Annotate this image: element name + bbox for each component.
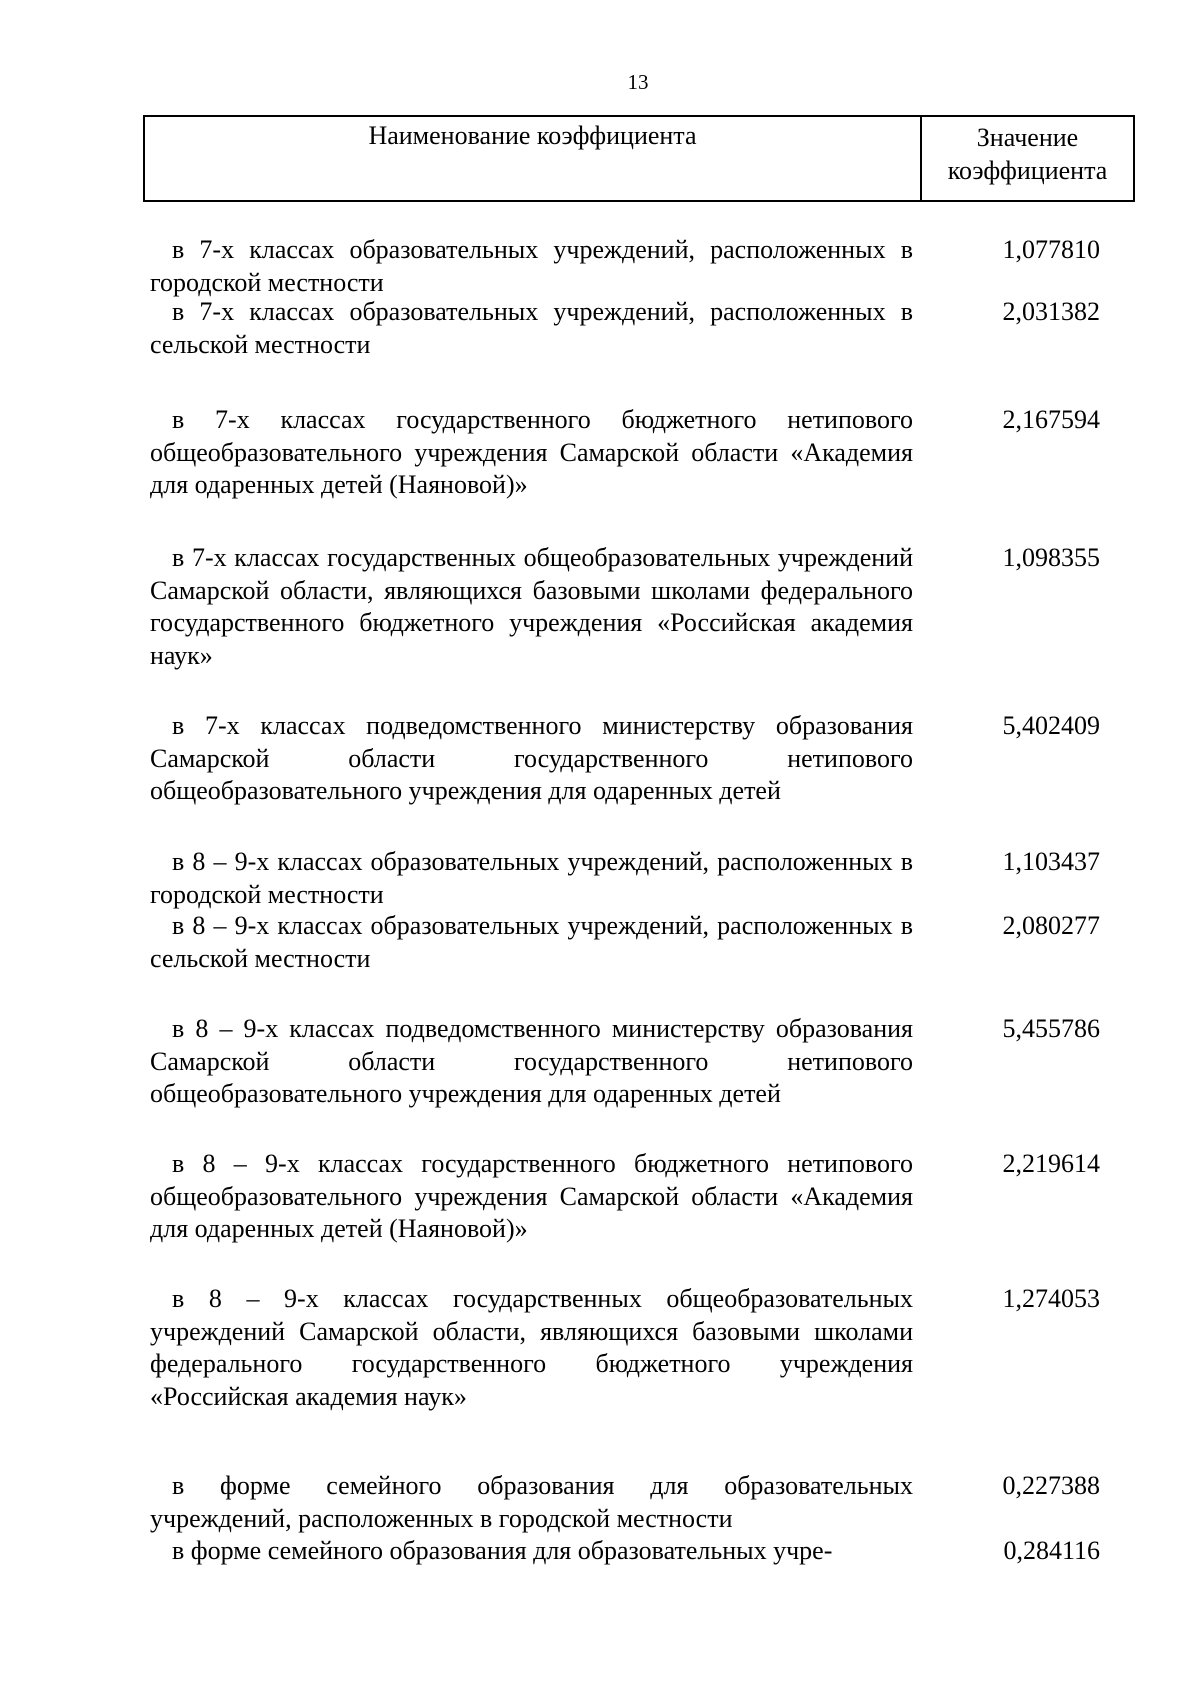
row-text: в 8 – 9-х классах государственного бюджетного нетипового общеобразовательного учреждения Самарской области «Академия для одаренных детей (Наяновой)» (150, 1149, 913, 1243)
row-value: 0,284116 (1003, 1536, 1100, 1565)
page-number: 13 (627, 70, 649, 94)
row-value: 5,455786 (1002, 1014, 1100, 1043)
row-text: в форме семейного образования для образовательных учреждений, расположенных в городской местности (150, 1471, 913, 1533)
row-value: 1,103437 (1002, 847, 1100, 876)
header-value-line1: Значение (976, 123, 1079, 152)
row-value: 0,227388 (1002, 1471, 1100, 1500)
row-text: в 7-х классах государственных общеобразовательных учреждений Самарской области, являющихся базовыми школами федерального государственного бюджетного учреждения «Российская академия наук» (150, 543, 913, 670)
row-value: 2,031382 (1002, 297, 1100, 326)
row-text: в форме семейного образования для образовательных учре- (172, 1536, 833, 1565)
row-value: 1,098355 (1002, 543, 1100, 572)
row-text: в 7-х классах образовательных учреждений, расположенных в сельской местности (150, 297, 913, 359)
header-value-line2: коэффициента (947, 156, 1108, 185)
row-value: 1,274053 (1002, 1284, 1100, 1313)
row-text: в 8 – 9-х классах подведомственного министерству образования Самарской области государственного нетипового общеобразовательного учреждения для одаренных детей (150, 1014, 913, 1108)
row-text: в 8 – 9-х классах образовательных учреждений, расположенных в городской местности (150, 847, 913, 909)
header-name-column: Наименование коэффициента (145, 117, 922, 200)
row-text: в 7-х классах образовательных учреждений, расположенных в городской местности (150, 235, 913, 297)
row-text: в 7-х классах подведомственного министерству образования Самарской области государственного нетипового общеобразовательного учреждения для одаренных детей (150, 711, 913, 805)
row-value: 2,219614 (1002, 1149, 1100, 1178)
row-value: 5,402409 (1002, 711, 1100, 740)
row-text: в 7-х классах государственного бюджетного нетипового общеобразовательного учреждения Самарской области «Академия для одаренных детей (Наяновой)» (150, 405, 913, 499)
row-text: в 8 – 9-х классах образовательных учреждений, расположенных в сельской местности (150, 911, 913, 973)
row-value: 2,080277 (1002, 911, 1100, 940)
row-text: в 8 – 9-х классах государственных общеобразовательных учреждений Самарской области, являющихся базовыми школами федерального государственного бюджетного учреждения «Российская академия наук» (150, 1284, 913, 1411)
row-value: 2,167594 (1002, 405, 1100, 434)
row-value: 1,077810 (1002, 235, 1100, 264)
